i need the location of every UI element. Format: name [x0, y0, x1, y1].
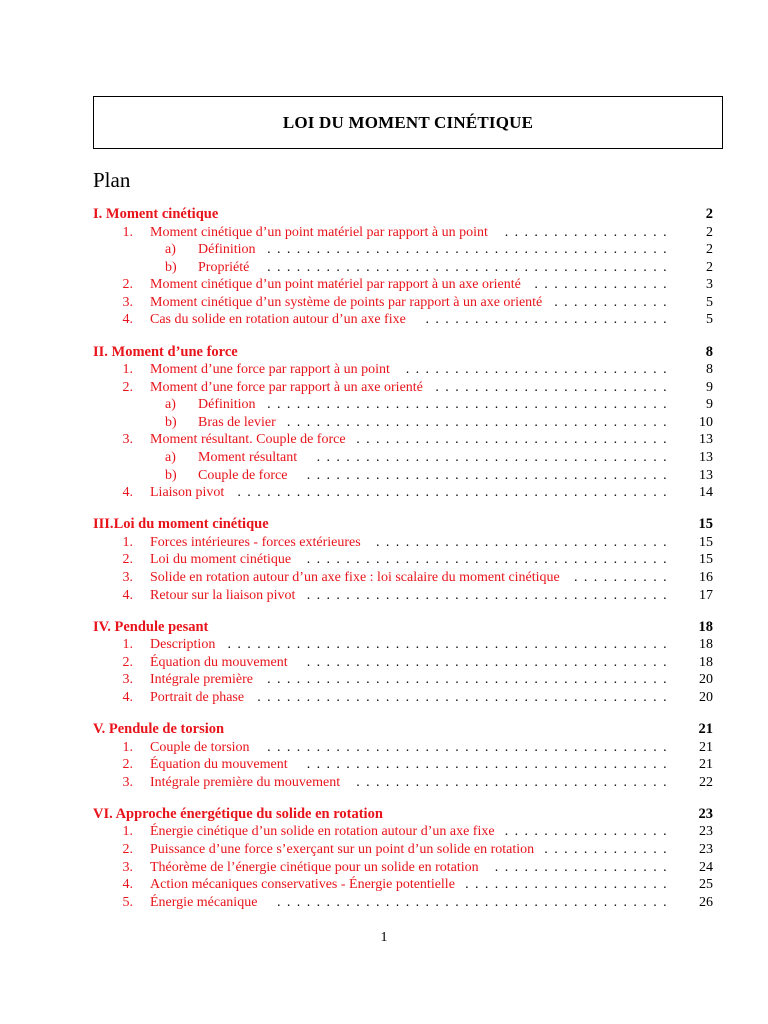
- dot-leader: ..........................................: [257, 689, 673, 705]
- entry-number: 1.: [122, 534, 133, 550]
- entry-number: a): [165, 397, 176, 413]
- dot-leader: .........................: [425, 312, 673, 328]
- entry-number: 2.: [122, 277, 133, 293]
- entry-number: b): [165, 259, 177, 275]
- entry-page-number: 13: [699, 432, 713, 448]
- entry-number: 4.: [122, 485, 133, 501]
- toc-subsection[interactable]: [93, 671, 713, 689]
- entry-title: Moment résultant: [198, 450, 298, 466]
- entry-number: 2.: [122, 379, 133, 395]
- toc-section: [93, 720, 713, 791]
- entry-title: Énergie mécanique: [150, 894, 258, 910]
- dot-leader: ................................: [356, 774, 673, 790]
- entry-title: Puissance d’une force s’exerçant sur un point d’un solide en rotation: [150, 841, 535, 857]
- entry-page-number: 20: [699, 672, 713, 688]
- dot-leader: .....................................: [306, 654, 673, 670]
- dot-leader: .....................: [465, 877, 673, 893]
- dot-leader: ..............: [534, 277, 673, 293]
- entry-number: 3.: [122, 774, 133, 790]
- toc-subsection[interactable]: [93, 551, 713, 569]
- section-number: IV.: [93, 618, 111, 635]
- toc-subsubsection[interactable]: [93, 449, 713, 467]
- entry-title: Liaison pivot: [150, 485, 225, 501]
- entry-page-number: 5: [706, 294, 713, 310]
- entry-title: Action mécaniques conservatives - Énergie potentielle: [150, 877, 455, 893]
- toc-subsection[interactable]: [93, 636, 713, 654]
- entry-page-number: 14: [699, 485, 713, 501]
- dot-leader: ............: [554, 294, 673, 310]
- entry-number: 3.: [122, 672, 133, 688]
- dot-leader: ........................: [435, 379, 673, 395]
- entry-title: Loi du moment cinétique: [150, 552, 292, 568]
- toc-subsection[interactable]: [93, 276, 713, 294]
- toc-subsection[interactable]: [93, 587, 713, 605]
- entry-page-number: 9: [706, 379, 713, 395]
- entry-page-number: 9: [706, 397, 713, 413]
- entry-page-number: 22: [699, 774, 713, 790]
- entry-number: 3.: [122, 432, 133, 448]
- entry-title: Bras de levier: [198, 414, 276, 430]
- section-title: Pendule pesant: [114, 618, 209, 635]
- section-number: III.: [93, 516, 114, 533]
- dot-leader: .........................................: [267, 259, 673, 275]
- entry-number: 3.: [122, 294, 133, 310]
- entry-title: Équation du mouvement: [150, 654, 288, 670]
- dot-leader: .............: [544, 841, 673, 857]
- entry-number: 2.: [122, 757, 133, 773]
- entry-title: Couple de torsion: [150, 739, 250, 755]
- dot-leader: ....................................: [316, 450, 673, 466]
- toc-subsection[interactable]: [93, 224, 713, 242]
- toc-section-heading[interactable]: [93, 618, 713, 637]
- dot-leader: ..............................: [376, 534, 673, 550]
- toc-section-heading[interactable]: [93, 205, 713, 224]
- entry-title: Intégrale première: [150, 672, 253, 688]
- entry-page-number: 5: [706, 312, 713, 328]
- section-number: II.: [93, 343, 108, 360]
- entry-title: Équation du mouvement: [150, 757, 288, 773]
- entry-page-number: 13: [699, 467, 713, 483]
- document-title: LOI DU MOMENT CINÉTIQUE: [282, 112, 534, 132]
- toc-subsection[interactable]: [93, 379, 713, 397]
- entry-title: Intégrale première du mouvement: [150, 774, 341, 790]
- entry-number: 4.: [122, 312, 133, 328]
- entry-page-number: 10: [699, 414, 713, 430]
- entry-number: 1.: [122, 224, 133, 240]
- entry-title: Cas du solide en rotation autour d’un axe fixe: [150, 312, 406, 328]
- entry-number: 3.: [122, 570, 133, 585]
- toc-section-heading[interactable]: [93, 343, 713, 362]
- section-page-number: 18: [698, 618, 713, 635]
- toc-section: [93, 618, 713, 707]
- section-title: Approche énergétique du solide en rotation: [115, 805, 383, 822]
- entry-number: 2.: [122, 552, 133, 568]
- section-number: V.: [93, 721, 106, 738]
- entry-title: Moment cinétique d’un point matériel par rapport à un axe orienté: [150, 277, 521, 293]
- entry-page-number: 21: [699, 739, 713, 755]
- entry-number: 2.: [122, 841, 133, 857]
- entry-title: Moment cinétique d’un système de points par rapport à un axe orienté: [150, 294, 543, 310]
- dot-leader: .....................................: [306, 467, 673, 483]
- toc-subsection[interactable]: [93, 361, 713, 379]
- toc-section-heading[interactable]: [93, 515, 713, 534]
- entry-page-number: 25: [699, 877, 713, 893]
- entry-page-number: 23: [699, 841, 713, 857]
- entry-page-number: 23: [699, 824, 713, 840]
- entry-title: Solide en rotation autour d’un axe fixe : loi scalaire du moment cinétique: [150, 570, 560, 585]
- dot-leader: .......................................: [286, 414, 673, 430]
- dot-leader: .........................................: [267, 397, 673, 413]
- entry-title: Moment cinétique d’un point matériel par rapport à un point: [150, 224, 488, 240]
- entry-title: Moment d’une force par rapport à un point: [150, 362, 390, 378]
- entry-page-number: 8: [706, 362, 713, 378]
- section-page-number: 15: [698, 516, 713, 533]
- dot-leader: .............................................: [227, 637, 673, 653]
- entry-title: Retour sur la liaison pivot: [150, 587, 296, 603]
- dot-leader: ...........................: [405, 362, 673, 378]
- toc-subsection[interactable]: [93, 894, 713, 912]
- toc-subsection[interactable]: [93, 739, 713, 757]
- section-title: Loi du moment cinétique: [113, 516, 269, 533]
- entry-number: 1.: [122, 362, 133, 378]
- entry-title: Définition: [198, 242, 256, 258]
- entry-page-number: 16: [699, 570, 713, 585]
- entry-number: a): [165, 450, 176, 466]
- dot-leader: ................................: [356, 432, 673, 448]
- entry-title: Théorème de l’énergie cinétique pour un solide en rotation: [150, 859, 479, 875]
- entry-number: 5.: [122, 894, 133, 910]
- toc-section-heading[interactable]: [93, 720, 713, 739]
- entry-page-number: 17: [699, 587, 713, 603]
- toc-subsubsection[interactable]: [93, 396, 713, 414]
- toc-subsection[interactable]: [93, 859, 713, 877]
- section-page-number: 21: [698, 721, 713, 738]
- entry-title: Énergie cinétique d’un solide en rotation autour d’un axe fixe: [150, 824, 495, 840]
- entry-page-number: 21: [699, 757, 713, 773]
- toc-subsection[interactable]: [93, 484, 713, 502]
- dot-leader: ..................: [494, 859, 673, 875]
- document-title-box: [93, 96, 723, 149]
- entry-page-number: 2: [706, 224, 713, 240]
- section-title: Pendule de torsion: [108, 721, 225, 738]
- entry-title: Définition: [198, 397, 256, 413]
- section-title: Moment d’une force: [111, 343, 238, 360]
- entry-number: a): [165, 242, 176, 258]
- section-number: I.: [93, 206, 103, 222]
- toc-subsection[interactable]: [93, 823, 713, 841]
- toc-subsection[interactable]: [93, 756, 713, 774]
- entry-number: b): [165, 467, 177, 483]
- entry-page-number: 18: [699, 637, 713, 653]
- dot-leader: .....................................: [306, 757, 673, 773]
- toc-section: [93, 343, 713, 502]
- dot-leader: ..........: [574, 570, 673, 585]
- entry-page-number: 3: [706, 277, 713, 293]
- entry-number: b): [165, 414, 177, 430]
- toc-subsubsection[interactable]: [93, 414, 713, 432]
- entry-title: Portrait de phase: [150, 689, 245, 705]
- entry-page-number: 15: [699, 534, 713, 550]
- entry-page-number: 26: [699, 894, 713, 910]
- dot-leader: .........................................: [267, 242, 673, 258]
- dot-leader: .....................................: [306, 587, 673, 603]
- entry-title: Forces intérieures - forces extérieures: [150, 534, 361, 550]
- entry-number: 4.: [122, 689, 133, 705]
- entry-number: 4.: [122, 877, 133, 893]
- section-number: VI.: [93, 805, 113, 822]
- table-of-contents: [93, 205, 713, 925]
- toc-section: [93, 515, 713, 604]
- entry-page-number: 13: [699, 450, 713, 466]
- entry-title: Moment résultant. Couple de force: [150, 432, 346, 448]
- page-number: 1: [380, 930, 388, 945]
- toc-subsubsection[interactable]: [93, 259, 713, 277]
- toc-section-heading[interactable]: [93, 805, 713, 824]
- entry-number: 4.: [122, 587, 133, 603]
- section-title: Moment cinétique: [105, 206, 219, 222]
- dot-leader: ............................................: [237, 485, 673, 501]
- entry-number: 1.: [122, 637, 133, 653]
- toc-subsection[interactable]: [93, 654, 713, 672]
- toc-subsection[interactable]: [93, 294, 713, 312]
- entry-title: Moment d’une force par rapport à un axe orienté: [150, 379, 423, 395]
- entry-page-number: 20: [699, 689, 713, 705]
- entry-number: 1.: [122, 739, 133, 755]
- dot-leader: .........................................: [267, 739, 673, 755]
- dot-leader: ........................................: [277, 894, 673, 910]
- toc-subsection[interactable]: [93, 689, 713, 707]
- entry-number: 1.: [122, 824, 133, 840]
- section-page-number: 8: [705, 343, 713, 360]
- toc-subsubsection[interactable]: [93, 467, 713, 485]
- entry-title: Description: [150, 637, 216, 653]
- toc-subsection[interactable]: [93, 569, 713, 587]
- toc-subsubsection[interactable]: [93, 241, 713, 259]
- dot-leader: .....................................: [306, 552, 673, 568]
- section-page-number: 23: [698, 805, 713, 822]
- toc-section: [93, 805, 713, 911]
- entry-title: Propriété: [198, 259, 250, 275]
- entry-number: 3.: [122, 859, 133, 875]
- dot-leader: .........................................: [267, 672, 673, 688]
- toc-subsection[interactable]: [93, 841, 713, 859]
- toc-subsection[interactable]: [93, 774, 713, 792]
- entry-title: Couple de force: [198, 467, 288, 483]
- toc-subsection[interactable]: [93, 534, 713, 552]
- entry-page-number: 18: [699, 654, 713, 670]
- toc-subsection[interactable]: [93, 876, 713, 894]
- plan-heading: Plan: [93, 168, 131, 192]
- entry-number: 2.: [122, 654, 133, 670]
- entry-page-number: 15: [699, 552, 713, 568]
- toc-section: [93, 205, 713, 329]
- dot-leader: .................: [504, 824, 673, 840]
- toc-subsection[interactable]: [93, 311, 713, 329]
- toc-subsection[interactable]: [93, 431, 713, 449]
- entry-page-number: 2: [706, 242, 713, 258]
- entry-page-number: 24: [699, 859, 713, 875]
- entry-page-number: 2: [706, 259, 713, 275]
- dot-leader: .................: [504, 224, 673, 240]
- section-page-number: 2: [705, 206, 713, 222]
